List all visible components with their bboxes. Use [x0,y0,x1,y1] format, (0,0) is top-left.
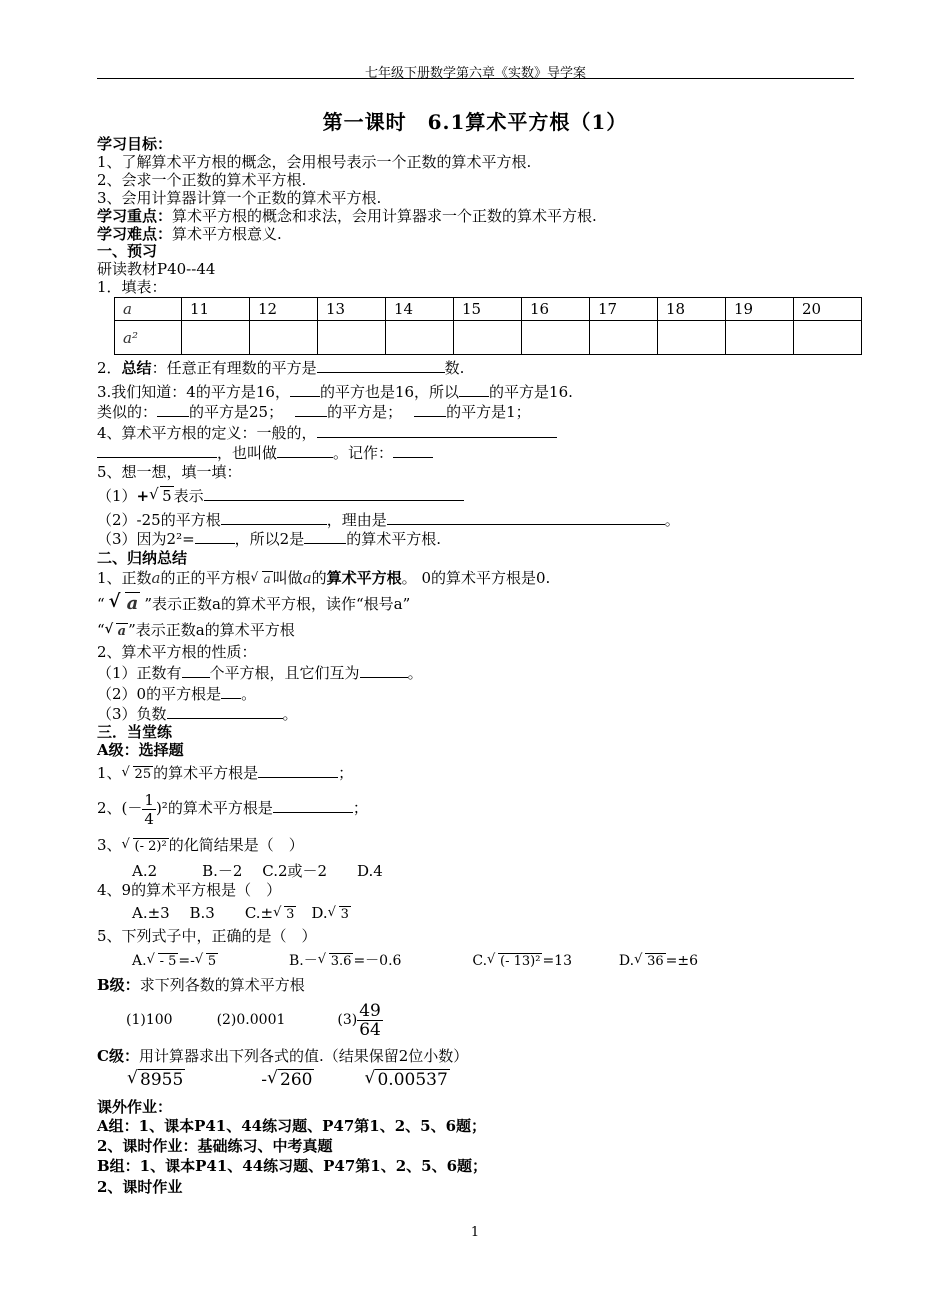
radicand: 5 [207,954,217,969]
sqrt-3 [273,905,296,924]
c-level-label: C级： [97,1047,139,1065]
blank[interactable] [258,763,338,778]
blank[interactable] [317,423,557,438]
homework-heading: 课外作业： [97,1098,173,1116]
q2-end: 数. [444,359,465,377]
b-items [126,996,383,1044]
blank-cell[interactable] [250,321,318,355]
opt-b-end: =－0.6 [353,953,402,969]
section-heading-summary: 二、归纳总结 [97,549,188,567]
homework-line: 2、课时作业 [97,1178,183,1196]
a-question-2 [97,788,368,828]
q5-1-num: （1） [97,487,137,505]
var-a: a [151,569,161,587]
goal-item: 1、了解算术平方根的概念，会用根号表示一个正数的算术平方根. [97,153,532,171]
opt-d-end: =±6 [665,953,699,969]
radicand: 3 [286,907,295,922]
blank[interactable] [414,402,446,417]
blank[interactable] [387,510,665,525]
radicand: 260 [280,1070,313,1090]
sqrt-3-6 [318,952,354,971]
c-level-line [97,1047,468,1066]
radicand: 0.00537 [377,1070,448,1090]
denominator: 64 [359,1019,381,1040]
section-heading-practice: 三．当堂练 [97,723,173,741]
table-cell: 19 [726,298,794,321]
homework-line: B组：1、课本P41、44练习题、P47第1、2、5、6题； [97,1157,488,1175]
sqrt-25 [122,765,154,784]
b-item-1: (1)100 [126,1012,173,1028]
q4-text: 4、算术平方根的定义：一般的， [97,424,317,442]
a-question-4: 4、9的算术平方根是（ ） [97,881,282,899]
question-3 [97,382,573,402]
q4-text: 。记作： [333,444,394,462]
goal-item: 2、会求一个正数的算术平方根. [97,171,307,189]
sqrt-neg13-sq [487,952,542,971]
table-cell: 20 [794,298,862,321]
a2-text: 2、(－ [97,799,143,817]
q4-text: ，也叫做 [217,444,278,462]
question-5: 5、想一想，填一填： [97,463,242,481]
q5-2-text: ，理由是 [326,511,387,529]
a1-num: 1、 [97,764,122,782]
blank[interactable] [182,663,210,678]
blank[interactable] [317,358,445,373]
question-5-1 [97,486,464,506]
a-question-4-options [132,904,351,924]
quote: “ [97,621,105,639]
radicand: 3.6 [330,954,352,969]
sqrt-3 [328,905,351,924]
property-1 [97,663,423,683]
opt-c: C. [472,953,488,969]
read-instruction: 研读教材P40--44 [97,260,216,278]
page-number: 1 [470,1225,480,1240]
a-question-3 [97,836,304,856]
numerator: 1 [144,790,154,809]
q3-text: 的平方也是16，所以 [319,383,460,401]
q5-1-text: 表示 [173,487,204,505]
a2-text: )²的算术平方根是 [155,799,273,817]
denominator: 4 [144,809,154,828]
numerator: 49 [359,1000,381,1021]
s1-text: 。 0的算术平方根是0. [401,569,551,587]
blank-cell[interactable] [658,321,726,355]
q3-text: 3.我们知道：4的平方是16， [97,383,290,401]
table-cell: 16 [522,298,590,321]
blank[interactable] [221,510,327,525]
blank-cell[interactable] [386,321,454,355]
table-cell: 15 [454,298,522,321]
quote: “ [97,595,105,613]
q5-3-text: （3）因为2²= [97,530,195,548]
homework-line: 2、课时作业：基础练习、中考真题 [97,1137,333,1155]
question-4 [97,423,557,443]
question-5-3 [97,529,441,549]
sqrt-a [251,570,273,589]
q5-3-text: 的算术平方根. [346,530,441,548]
q3s-text: 的平方是； [327,403,403,421]
c-items [127,1071,450,1090]
property-heading: 2、算术平方根的性质： [97,643,257,661]
blank[interactable] [277,443,333,458]
a3-num: 3、 [97,836,122,854]
s1-text: 的正的平方根 [160,569,251,587]
b-item-3: (3) [337,1012,358,1028]
radicand: 25 [134,767,152,782]
q2-bold: 总结 [121,359,152,377]
radicand: a [263,572,271,586]
a4-opts: A.±3 B.3 C.± [132,904,274,922]
a-question-3-options: A.2 B.－2 C.2或－2 D.4 [132,862,383,880]
table-cell: 12 [250,298,318,321]
radicand: 3 [340,907,349,922]
blank-cell[interactable] [726,321,794,355]
sqrt-260 [267,1071,314,1090]
blank[interactable] [273,798,353,813]
table-head-a-squared: a² [115,321,182,355]
opt-a-mid: =- [178,953,195,969]
blank[interactable] [97,443,217,458]
fraction [142,791,156,828]
radicand: - 5 [159,954,177,969]
radicand: (- 2)² [134,839,167,854]
question-2 [97,358,464,378]
b-level-text: 求下列各数的算术平方根 [139,976,305,994]
p1-end: 。 [407,664,423,682]
q2-text: ：任意正有理数的平方是 [151,359,317,377]
radicand: 5 [162,487,172,505]
header-rule [97,78,854,79]
sqrt-neg5 [147,952,179,971]
section-heading-preview: 一、预习 [97,242,158,260]
blank[interactable] [360,663,408,678]
minus-sign: - [261,1070,268,1090]
page-header: 七年级下册数学第六章《实数》导学案 [364,66,586,81]
fill-table [114,297,862,355]
a1-text: 的算术平方根是 [153,764,259,782]
blank-cell[interactable] [318,321,386,355]
blank[interactable] [157,402,189,417]
blank[interactable] [393,443,433,458]
question-1: 1．填表： [97,278,167,296]
q3s-text: 的平方是25； [189,403,284,421]
sqrt-5 [195,952,218,971]
radicand: 36 [647,954,664,969]
blank[interactable] [459,382,489,397]
focus-label: 学习重点： [97,207,173,225]
q5-3-text: ，所以2是 [234,530,305,548]
s1-text: 1、正数 [97,569,152,587]
sqrt-a-small [105,622,128,641]
homework-line: A组：1、课本P41、44练习题、P47第1、2、5、6题； [97,1117,487,1135]
p1-text: 个平方根，且它们互为 [209,664,360,682]
radicand: a [117,624,127,639]
blank[interactable] [204,486,464,501]
opt-b: B.－ [289,953,318,969]
summary-3 [97,621,295,641]
fraction-49-64 [357,1002,383,1039]
property-2 [97,684,256,704]
blank-cell[interactable] [454,321,522,355]
blank-cell[interactable] [590,321,658,355]
blank[interactable] [290,382,320,397]
q3-text: 的平方是16. [489,383,573,401]
p1-text: （1）正数有 [97,664,182,682]
focus-line [97,207,597,226]
s1-bold: 算术平方根 [326,569,402,587]
s2-text: ”表示正数a的算术平方根，读作“根号a” [144,595,411,613]
focus-text: 算术平方根的概念和求法，会用计算器求一个正数的算术平方根. [172,207,597,225]
q3s-text: 的平方是1； [446,403,531,421]
opt-d: D. [618,953,635,969]
p2-text: （2）0的平方根是 [97,685,222,703]
a2-end: ； [352,799,368,817]
blank[interactable] [167,704,283,719]
goals-label: 学习目标： [97,135,173,153]
question-5-2 [97,510,680,530]
plus-sign: + [136,487,150,505]
opt-c-end: =13 [542,953,572,969]
sqrt-36 [634,952,666,971]
p3-end: 。 [282,705,298,723]
sqrt-a-large [109,594,141,613]
goal-item: 3、会用计算器计算一个正数的算术平方根. [97,189,382,207]
blank[interactable] [295,402,327,417]
difficulty-text: 算术平方根意义. [172,225,282,243]
opt-a: A. [132,953,147,969]
q5-2-text: （2）-25的平方根 [97,511,221,529]
question-4-cont [97,443,433,463]
radicand: 8955 [140,1070,184,1090]
b-level-line [97,976,305,995]
summary-2 [97,594,410,614]
sqrt-expression [149,487,174,506]
s1-text: 叫做 [272,569,303,587]
question-3-similar [97,402,531,422]
p2-end: 。 [241,685,257,703]
summary-1 [97,569,550,589]
a-question-1 [97,763,353,784]
table-cell: 13 [318,298,386,321]
blank-cell[interactable] [522,321,590,355]
sqrt-0-00537 [364,1071,449,1090]
q2-num: 2． [97,359,122,377]
sqrt-neg2-sq [122,837,169,856]
p3-text: （3）负数 [97,705,167,723]
radicand: a [126,593,139,614]
table-cell: 14 [386,298,454,321]
a3-text: 的化简结果是（ ） [168,836,304,854]
table-cell: 18 [658,298,726,321]
q3s-text: 类似的： [97,403,158,421]
a-question-5: 5、下列式子中，正确的是（ ） [97,927,317,945]
q5-2-end: 。 [664,511,680,529]
blank-cell[interactable] [182,321,250,355]
lesson-title: 第一课时 6.1算术平方根（1） [322,110,628,134]
blank[interactable] [304,529,346,544]
blank-cell[interactable] [794,321,862,355]
table-cell: 17 [590,298,658,321]
b-item-2: (2)0.0001 [216,1012,286,1028]
difficulty-label: 学习难点： [97,225,173,243]
property-3 [97,704,298,724]
table-head-a: a [115,298,182,321]
a4-opts: D. [296,904,328,922]
c-level-text: 用计算器求出下列各式的值.（结果保留2位小数） [138,1047,469,1065]
var-a: a [302,569,312,587]
blank[interactable] [221,684,241,699]
sqrt-8955 [127,1071,185,1090]
a1-end: ； [338,764,354,782]
b-level-label: B级： [97,976,140,994]
blank[interactable] [195,529,235,544]
a-level-label: A级：选择题 [97,741,184,759]
radicand: (- 13)² [500,954,541,969]
a-question-5-options [132,952,698,971]
table-cell: 11 [182,298,250,321]
s3-text: ”表示正数a的算术平方根 [128,621,295,639]
s1-text: 的 [311,569,327,587]
